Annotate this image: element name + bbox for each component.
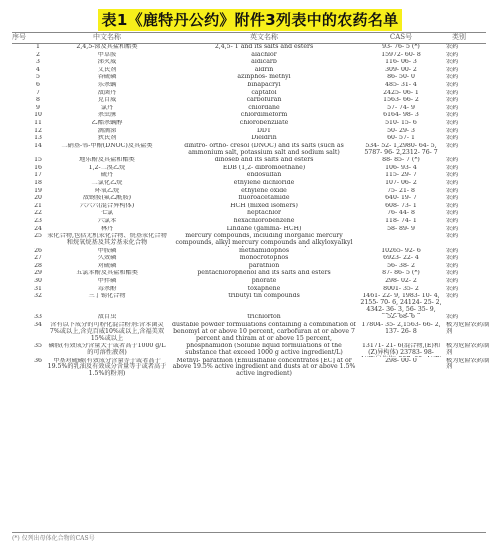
row-category: 农药: [446, 270, 459, 277]
row-number: 24: [34, 225, 42, 232]
row-english-name: ethylene dichloride: [233, 180, 295, 186]
row-chinese-name: 杀虫脒: [97, 112, 117, 119]
row-chinese-name: 五氯苯酚及其盐和酯类: [76, 270, 138, 277]
row-category: 农药: [446, 142, 459, 149]
table-row: [0, 74, 500, 81]
row-english-name: carbofuran: [246, 97, 282, 104]
row-category: 农药: [446, 262, 459, 269]
row-number: 34: [34, 322, 42, 328]
row-cas-number: 17804- 35- 2,1563- 66- 2, 137- 26- 8: [361, 322, 441, 335]
row-cas-number: 60- 57- 1: [387, 135, 415, 142]
row-category: 农药: [446, 202, 459, 209]
table-row: [0, 293, 500, 313]
row-number: 11: [34, 120, 42, 126]
row-english-name: chlordimeform: [240, 112, 288, 119]
row-number: 16: [34, 164, 42, 171]
row-cas-number: 10265- 92- 6: [381, 247, 421, 254]
row-number: 31: [34, 285, 42, 292]
row-chinese-name: 林丹: [100, 225, 114, 232]
row-english-name: toxaphene: [247, 285, 281, 292]
row-english-name: alachlor: [251, 51, 277, 58]
row-english-name: mercury compounds, including inorganic mercury compounds, alkyl mercury compounds and alkyloxyalkyl: [175, 233, 353, 246]
row-chinese-name: 硫丹: [100, 172, 114, 179]
row-category: 农药: [446, 293, 459, 300]
row-number: 5: [36, 74, 40, 81]
row-category: 农药: [446, 285, 459, 292]
row-english-name: dinoseb and its salts and esters: [214, 157, 314, 164]
row-number: 6: [36, 82, 40, 88]
row-cas-number: 534- 52- 1,2980- 64- 5, 5787- 96- 2,2312- 76- 7: [364, 142, 438, 156]
table-row: [0, 314, 500, 321]
row-english-name: pentachlorophenol and its salts and esters: [197, 270, 331, 277]
row-number: 14: [34, 142, 42, 149]
row-cas-number: 298- 02- 2: [385, 278, 417, 284]
table-row: [0, 112, 500, 119]
row-number: 8: [36, 97, 40, 104]
table-row: [0, 105, 500, 112]
row-chinese-name: 谷硫磷: [97, 74, 117, 81]
header-en: 英文名称: [250, 33, 278, 41]
row-english-name: phosphamidon (Soluble liquid formulations of the substance that exceed 1000 g active ingredient/L): [185, 343, 343, 356]
row-number: 35: [34, 343, 42, 350]
row-category: 农药: [446, 187, 459, 194]
row-number: 15: [34, 157, 42, 164]
row-cas-number: 309- 00- 2: [385, 66, 417, 73]
table-row: [0, 82, 500, 89]
table-row: [0, 226, 500, 233]
table-row: [0, 270, 500, 277]
row-english-name: Methyl- parathion (Emulsifiable concentrates [EC] at or above 19.5% active ingredient and dusts at or above 1.5% active ingredient): [172, 357, 356, 378]
row-chinese-name: 甲胺磷: [97, 247, 117, 254]
row-cas-number: 86- 50- 0: [387, 74, 415, 81]
table-row: [0, 135, 500, 142]
row-chinese-name: 环氧乙烷: [94, 187, 120, 194]
row-chinese-name: 滴滴涕: [97, 127, 117, 134]
row-english-name: phorate: [251, 278, 277, 284]
row-english-name: aldicarb: [251, 59, 277, 66]
row-number: 28: [34, 262, 42, 269]
row-number: 29: [34, 270, 42, 277]
row-chinese-name: 久效磷: [97, 255, 117, 262]
top-rule: [12, 32, 486, 33]
row-chinese-name: 敌菌丹: [97, 89, 117, 96]
row-chinese-name: 含有以下成分的可粉化混合粉剂:含苯菌灵7%或以上,含克百威10%或以上,含福美双15%或以上: [49, 322, 165, 342]
row-english-name: azinphos- methyl: [237, 74, 291, 81]
row-english-name: hexachlorobenzene: [233, 218, 295, 224]
row-number: 27: [34, 255, 42, 262]
row-chinese-name: 三丁锡化合物: [88, 293, 126, 300]
row-english-name: parathion: [248, 262, 280, 269]
row-number: 2: [36, 51, 40, 58]
row-category: 农药: [446, 135, 459, 142]
table-row: [0, 52, 500, 59]
row-category: 农药: [446, 104, 459, 111]
row-chinese-name: 甲基对硫磷(有效成分含量等于或者高于19.5%的乳油及有效成分含量等于或者高于1.5%的粉剂): [47, 357, 167, 378]
row-cas-number: 1461- 22- 9, 1983- 10- 4, 2155- 70- 6, 24124- 25- 2, 4342- 36- 3, 56- 35- 9,: [360, 293, 442, 313]
table-title: 表1《鹿特丹公约》附件3列表中的农药名单: [98, 9, 403, 31]
table-row: [0, 210, 500, 217]
row-category: 农药: [446, 51, 459, 58]
table-row: [0, 157, 500, 164]
row-number: 1: [36, 44, 40, 50]
header-cas: CAS号: [389, 33, 413, 41]
row-english-name: Dieldrin: [251, 135, 277, 142]
row-cas-number: 298- 00- 0: [385, 357, 417, 364]
row-cas-number: 13171- 21- 6(混合物,(E)和(Z)异构体) 23783- 98-: [361, 343, 441, 356]
row-cas-number: 608- 73- 1: [385, 202, 417, 209]
row-number: 36: [34, 357, 42, 364]
row-english-name: 2,4,5- T and its salts and esters: [214, 44, 314, 50]
row-english-name: methamidophos: [238, 247, 290, 254]
table-row: [0, 120, 500, 127]
row-category: 农药: [446, 44, 459, 50]
row-chinese-name: 二硝基-邻-甲酚(DNOC)及其盐类: [61, 142, 153, 149]
row-number: 21: [34, 202, 42, 209]
row-category: 农药: [446, 180, 459, 186]
row-english-name: monocrotophos: [239, 255, 289, 262]
row-english-name: aldrin: [254, 66, 274, 73]
row-cas-number: 58- 89- 9: [387, 225, 415, 232]
row-category: 农药: [446, 218, 459, 224]
row-number: 3: [36, 59, 40, 66]
table-row: [0, 263, 500, 270]
row-chinese-name: 对硫磷: [97, 262, 117, 269]
row-cas-number: 640- 19- 7: [385, 195, 417, 202]
row-cas-number: 118- 74- 1: [385, 218, 417, 224]
table-row: [0, 90, 500, 97]
row-english-name: ethylene oxide: [241, 187, 287, 194]
row-category: 极为危险农药制剂: [446, 343, 490, 356]
table-row: [0, 195, 500, 202]
table-row: [0, 128, 500, 135]
header-no: 序号: [12, 33, 26, 41]
row-number: 20: [34, 195, 42, 202]
table-row: [0, 203, 500, 210]
table-row: [0, 44, 500, 51]
row-category: 农药: [446, 66, 459, 73]
row-number: 12: [34, 127, 42, 134]
row-number: 32: [34, 293, 42, 300]
row-english-name: captafol: [251, 89, 277, 96]
table-row: [0, 358, 500, 378]
row-category: 农药: [446, 89, 459, 96]
row-cas-number: 57- 74- 9: [387, 104, 415, 111]
header-zh: 中文名称: [93, 33, 121, 41]
row-number: 7: [36, 89, 40, 96]
row-english-name: chlordane: [248, 104, 280, 111]
row-chinese-name: 乐杀螨: [97, 82, 117, 88]
row-chinese-name: 乙酯杀螨醇: [91, 120, 123, 126]
row-cas-number: 75- 21- 8: [387, 187, 415, 194]
row-english-name: binapacryl: [247, 82, 281, 88]
row-chinese-name: 毒杀酚: [97, 285, 117, 292]
row-number: 19: [34, 187, 42, 194]
row-english-name: heptachlor: [247, 210, 281, 217]
row-chinese-name: 敌百虫: [97, 314, 117, 321]
row-category: 极为危险农药制剂: [446, 357, 490, 371]
row-category: 极为危险农药制剂: [446, 322, 490, 335]
row-cas-number: 107- 06- 2: [385, 180, 417, 186]
row-english-name: fluoroacetamide: [238, 195, 290, 202]
table-row: [0, 322, 500, 342]
table-row: [0, 343, 500, 357]
row-category: 农药: [446, 74, 459, 81]
row-cas-number: 8001- 35- 2: [383, 285, 419, 292]
table-row: [0, 143, 500, 157]
row-english-name: Lindane (gamma- HCH): [226, 225, 302, 232]
row-english-name: chlorobenzilate: [239, 120, 289, 126]
row-category: 农药: [446, 97, 459, 104]
row-number: 23: [34, 218, 42, 224]
row-chinese-name: 1,2-二溴乙烷: [88, 164, 126, 171]
row-chinese-name: 六氯苯: [97, 218, 117, 224]
row-number: 10: [34, 112, 42, 119]
row-chinese-name: 克百威: [97, 97, 117, 104]
row-chinese-name: 六六六(混合异构体): [79, 202, 135, 209]
row-english-name: HCH (mixed isomers): [230, 202, 298, 209]
row-number: 33: [34, 314, 42, 321]
row-category: 农药: [446, 157, 459, 164]
footnote: (*) 仅列出母体化合物的CAS号: [12, 535, 95, 542]
table-row: [0, 188, 500, 195]
row-cas-number: 2425- 06- 1: [383, 89, 419, 96]
row-category: 农药: [446, 210, 459, 217]
row-category: 农药: [446, 225, 459, 232]
table-row: [0, 67, 500, 74]
row-category: 农药: [446, 164, 459, 171]
row-cas-number: 88- 85- 7 (*): [382, 157, 420, 164]
row-cas-number: 6923- 22- 4: [383, 255, 419, 262]
row-english-name: dustable powder formulations containing a combination of benomyl at or above 10 percent, carbofuran at or above 7 percent and thiram at or above 15 percent,: [172, 322, 356, 342]
row-english-name: tributyl tin compounds: [228, 293, 300, 300]
row-cas-number: 106- 93- 4: [385, 164, 417, 171]
row-category: 农药: [446, 278, 459, 284]
table-row: [0, 233, 500, 247]
table-row: [0, 172, 500, 179]
table-row: [0, 255, 500, 262]
row-chinese-name: 地乐酚及其盐和酯类: [79, 157, 135, 164]
row-english-name: DDT: [256, 127, 272, 134]
table-row: [0, 248, 500, 255]
row-chinese-name: 涕灭威: [97, 59, 117, 66]
row-cas-number: 52- 68- 6: [387, 314, 415, 321]
row-number: 4: [36, 66, 40, 73]
row-cas-number: 115- 29- 7: [385, 172, 417, 179]
table-row: [0, 278, 500, 285]
row-cas-number: [360, 233, 442, 247]
row-cas-number: 56- 38- 2: [387, 262, 415, 269]
title-wrap: [0, 9, 500, 33]
row-chinese-name: 甲草胺: [97, 51, 117, 58]
row-category: 农药: [446, 314, 459, 321]
row-cas-number: 76- 44- 8: [387, 210, 415, 217]
row-cas-number: 1563- 66- 2: [383, 97, 419, 104]
header-category: 类别: [452, 33, 466, 41]
row-category: 农药: [446, 59, 459, 66]
row-chinese-name: 磷胺(有效成分含量大于或者高于1000 g/L的可溶性液剂): [48, 343, 166, 356]
row-category: 农药: [446, 82, 459, 88]
row-category: 农药: [446, 172, 459, 179]
row-number: 30: [34, 278, 42, 284]
row-chinese-name: 氯丹: [100, 104, 114, 111]
row-english-name: endosulfan: [246, 172, 282, 179]
row-number: 9: [36, 104, 40, 111]
row-chinese-name: 七氯: [100, 210, 114, 217]
row-english-name: dinitro- ortho- cresol (DNOC) and its salts (such as ammonium salt, potassium salt and sodium salt): [184, 142, 344, 156]
row-number: 18: [34, 180, 42, 186]
row-category: 农药: [446, 255, 459, 262]
row-cas-number: 50- 29- 3: [387, 127, 415, 134]
row-category: 农药: [446, 127, 459, 134]
row-category: 农药: [446, 247, 459, 254]
table-row: [0, 286, 500, 293]
row-english-name: trichlorfon: [247, 314, 281, 321]
table-row: [0, 165, 500, 172]
row-chinese-name: 艾氏剂: [97, 66, 117, 73]
row-cas-number: 116- 06- 3: [385, 59, 417, 66]
row-number: 26: [34, 247, 42, 254]
row-cas-number: 87- 86- 5 (*): [382, 270, 420, 277]
row-chinese-name: 敌蚜胺(氟乙酰胺): [82, 195, 132, 202]
row-chinese-name: 甲拌磷: [97, 278, 117, 284]
row-chinese-name: 二氯化乙烷: [91, 180, 123, 186]
table-row: [0, 97, 500, 104]
row-cas-number: 485- 31- 4: [385, 82, 417, 88]
table-row: [0, 180, 500, 187]
row-cas-number: 510- 15- 6: [385, 120, 417, 126]
row-number: 22: [34, 210, 42, 217]
row-category: 农药: [446, 112, 459, 119]
row-chinese-name: 狄氏剂: [97, 135, 117, 142]
row-cas-number: 93- 76- 5 (*): [382, 44, 420, 50]
row-category: 农药: [446, 120, 459, 126]
row-number: 17: [34, 172, 42, 179]
row-cas-number: 15972- 60- 8: [381, 51, 421, 58]
row-chinese-name: 2,4,5-涕及其盐和酯类: [76, 44, 138, 50]
row-category: 农药: [446, 195, 459, 202]
row-chinese-name: 汞化合物,包括无机汞化合物、烷基汞化合物和烷氧烷基及其芳基汞化合物: [47, 233, 167, 246]
row-number: 13: [34, 135, 42, 142]
row-cas-number: 6164- 98- 3: [383, 112, 419, 119]
table-row: [0, 59, 500, 66]
row-english-name: EDB (1,2- dibromoethane): [222, 164, 306, 171]
row-category: 农药: [446, 233, 459, 240]
row-number: 25: [34, 233, 42, 240]
table-row: [0, 218, 500, 225]
